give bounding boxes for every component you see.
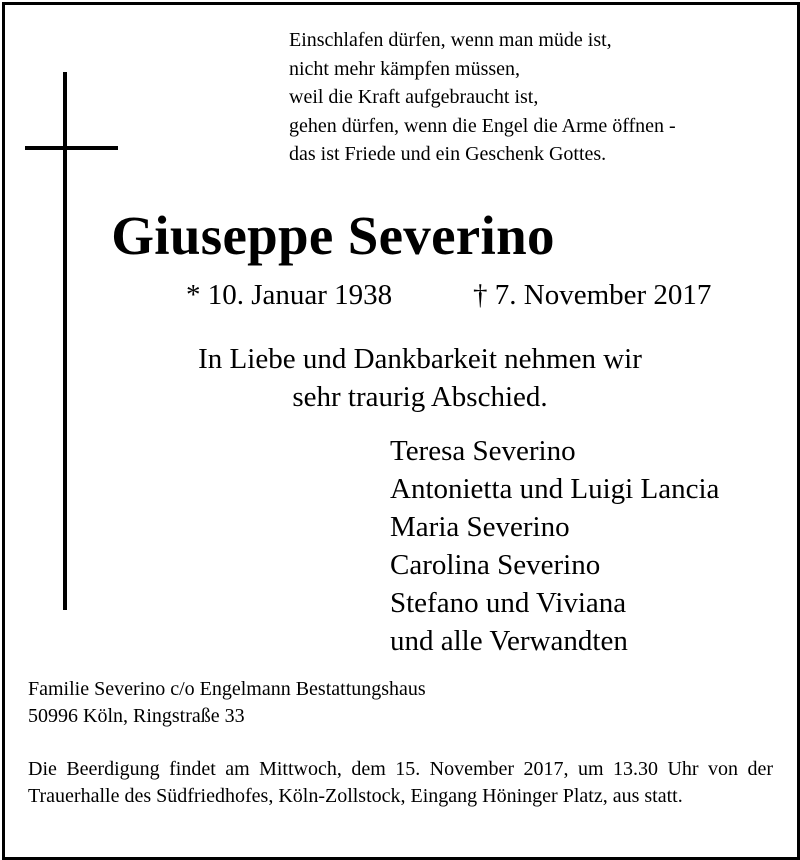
poem-line: gehen dürfen, wenn die Engel die Arme öffnen - (289, 114, 676, 137)
poem-line: nicht mehr kämpfen müssen, (289, 57, 521, 80)
address-line: Familie Severino c/o Engelmann Bestattungshaus (28, 678, 426, 700)
farewell-line: In Liebe und Dankbarkeit nehmen wir (198, 343, 642, 375)
deceased-name: Giuseppe Severino (111, 205, 555, 266)
birth-date: * 10. Januar 1938 (186, 279, 393, 311)
cross-horizontal-bar (25, 146, 118, 150)
mourners-list (390, 432, 719, 660)
poem-line: Einschlafen dürfen, wenn man müde ist, (289, 29, 612, 51)
mourner-item: Antonietta und Luigi Lancia (390, 473, 720, 505)
death-date: † 7. November 2017 (473, 279, 712, 311)
mourner-item: Carolina Severino (390, 549, 601, 581)
poem-line: das ist Friede und ein Geschenk Gottes. (289, 143, 607, 166)
funeral-notice: Die Beerdigung findet am Mittwoch, dem 15. November 2017, um 13.30 Uhr von der Trauerhalle des Südfriedhofes, Köln-Zollstock, Eingang Höninger Platz, aus statt. (28, 758, 773, 807)
address-line: 50996 Köln, Ringstraße 33 (28, 705, 245, 727)
mourner-item: und alle Verwandten (390, 625, 628, 657)
poem-line: weil die Kraft aufgebraucht ist, (289, 86, 539, 109)
poem (289, 26, 676, 169)
farewell-line: sehr traurig Abschied. (292, 381, 548, 413)
mourner-item: Maria Severino (390, 511, 570, 543)
family-address (28, 676, 426, 730)
farewell-text (20, 340, 800, 416)
mourner-item: Stefano und Viviana (390, 587, 627, 619)
mourner-item: Teresa Severino (390, 435, 576, 467)
